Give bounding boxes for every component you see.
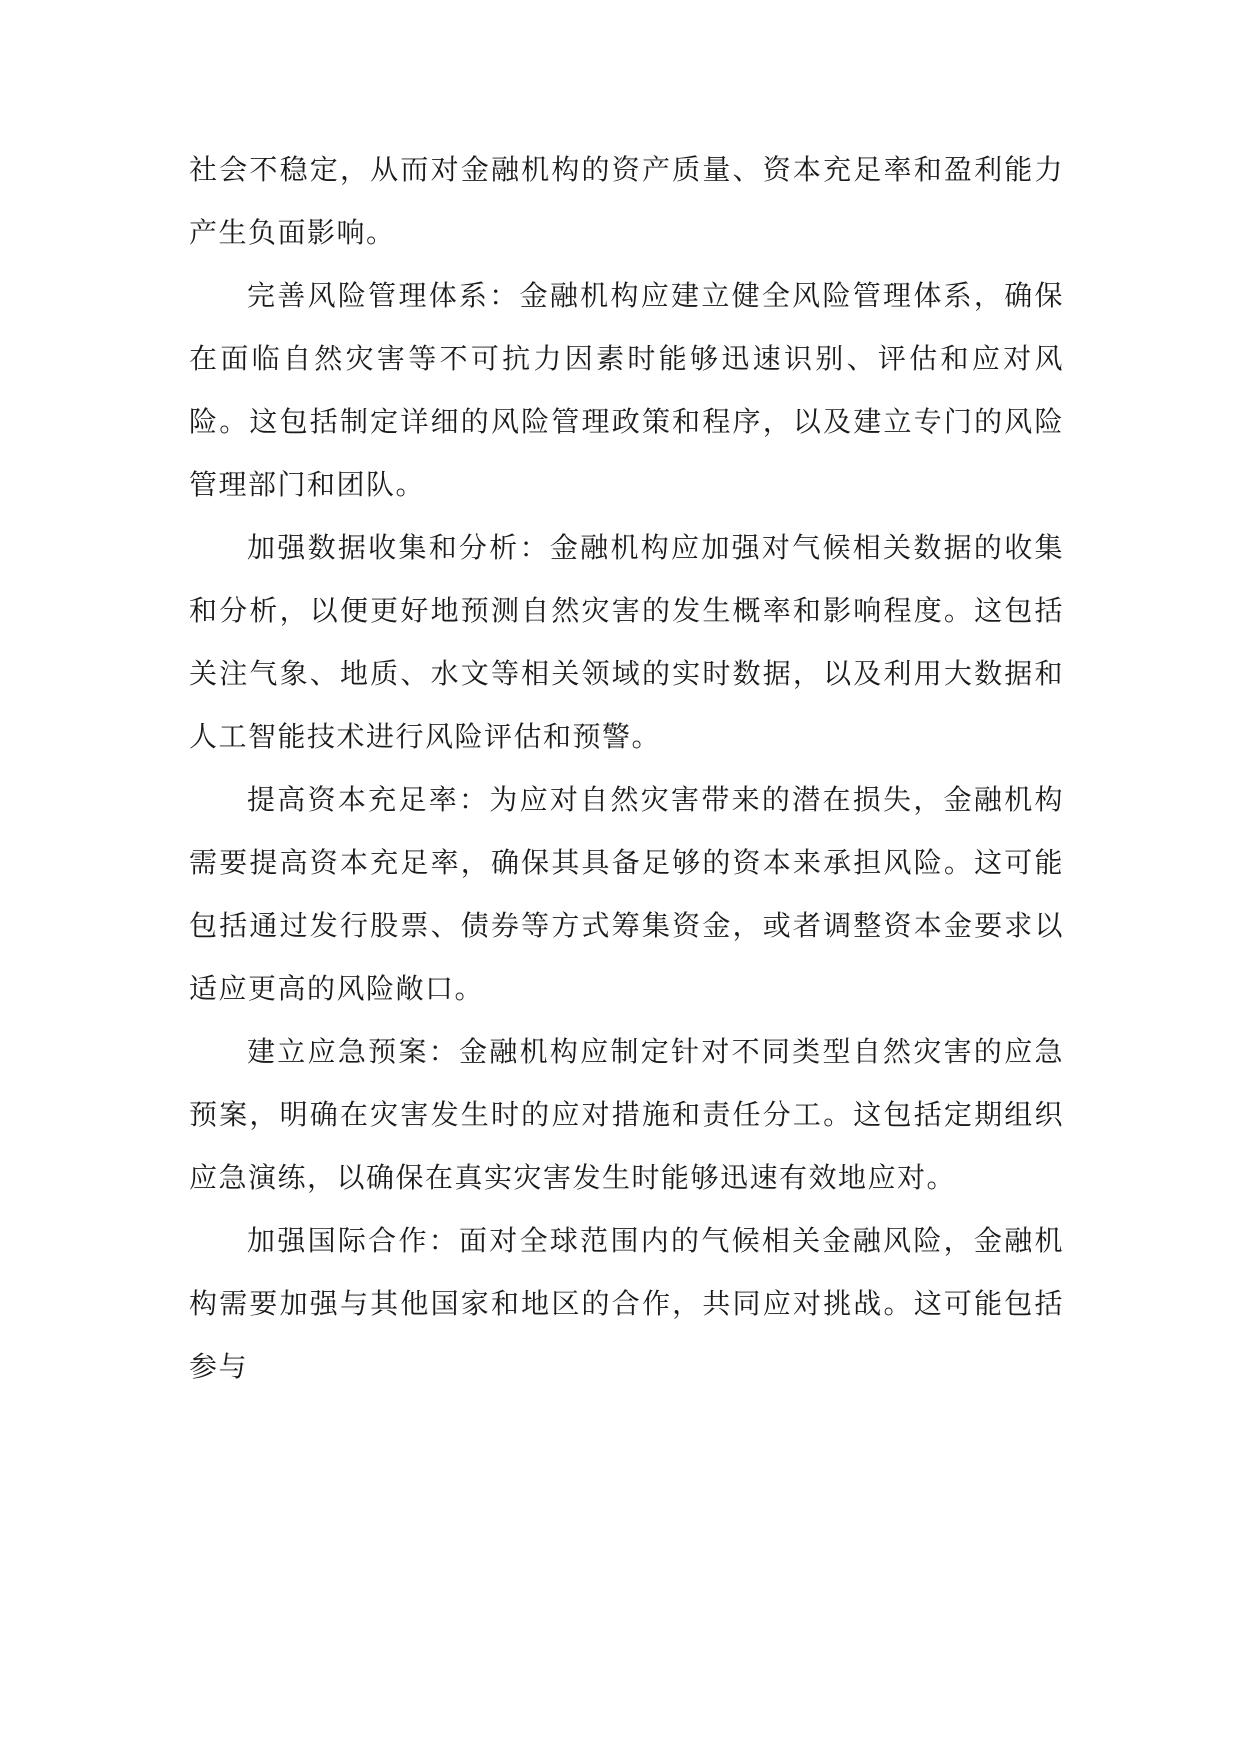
paragraph-data-collection: 加强数据收集和分析：金融机构应加强对气候相关数据的收集和分析，以便更好地预测自然灾害的发生概率和影响程度。这包括关注气象、地质、水文等相关领域的实时数据，以及利用大数据和人工智能技术进行风险评估和预警。 xyxy=(189,531,1064,753)
paragraph-capital-adequacy: 提高资本充足率：为应对自然灾害带来的潜在损失，金融机构需要提高资本充足率，确保其具备足够的资本来承担风险。这可能包括通过发行股票、债券等方式筹集资金，或者调整资本金要求以适应更高的风险敞口。 xyxy=(189,783,1064,1005)
paragraph-continuation: 社会不稳定，从而对金融机构的资产质量、资本充足率和盈利能力产生负面影响。 xyxy=(189,153,1064,249)
paragraph-international-cooperation: 加强国际合作：面对全球范围内的气候相关金融风险，金融机构需要加强与其他国家和地区的合作，共同应对挑战。这可能包括参与 xyxy=(189,1224,1064,1383)
paragraph-emergency-plan: 建立应急预案：金融机构应制定针对不同类型自然灾害的应急预案，明确在灾害发生时的应对措施和责任分工。这包括定期组织应急演练，以确保在真实灾害发生时能够迅速有效地应对。 xyxy=(189,1035,1064,1194)
paragraph-risk-management-system: 完善风险管理体系：金融机构应建立健全风险管理体系，确保在面临自然灾害等不可抗力因素时能够迅速识别、评估和应对风险。这包括制定详细的风险管理政策和程序，以及建立专门的风险管理部门和团队。 xyxy=(189,279,1064,501)
body-text xyxy=(189,138,1064,1398)
